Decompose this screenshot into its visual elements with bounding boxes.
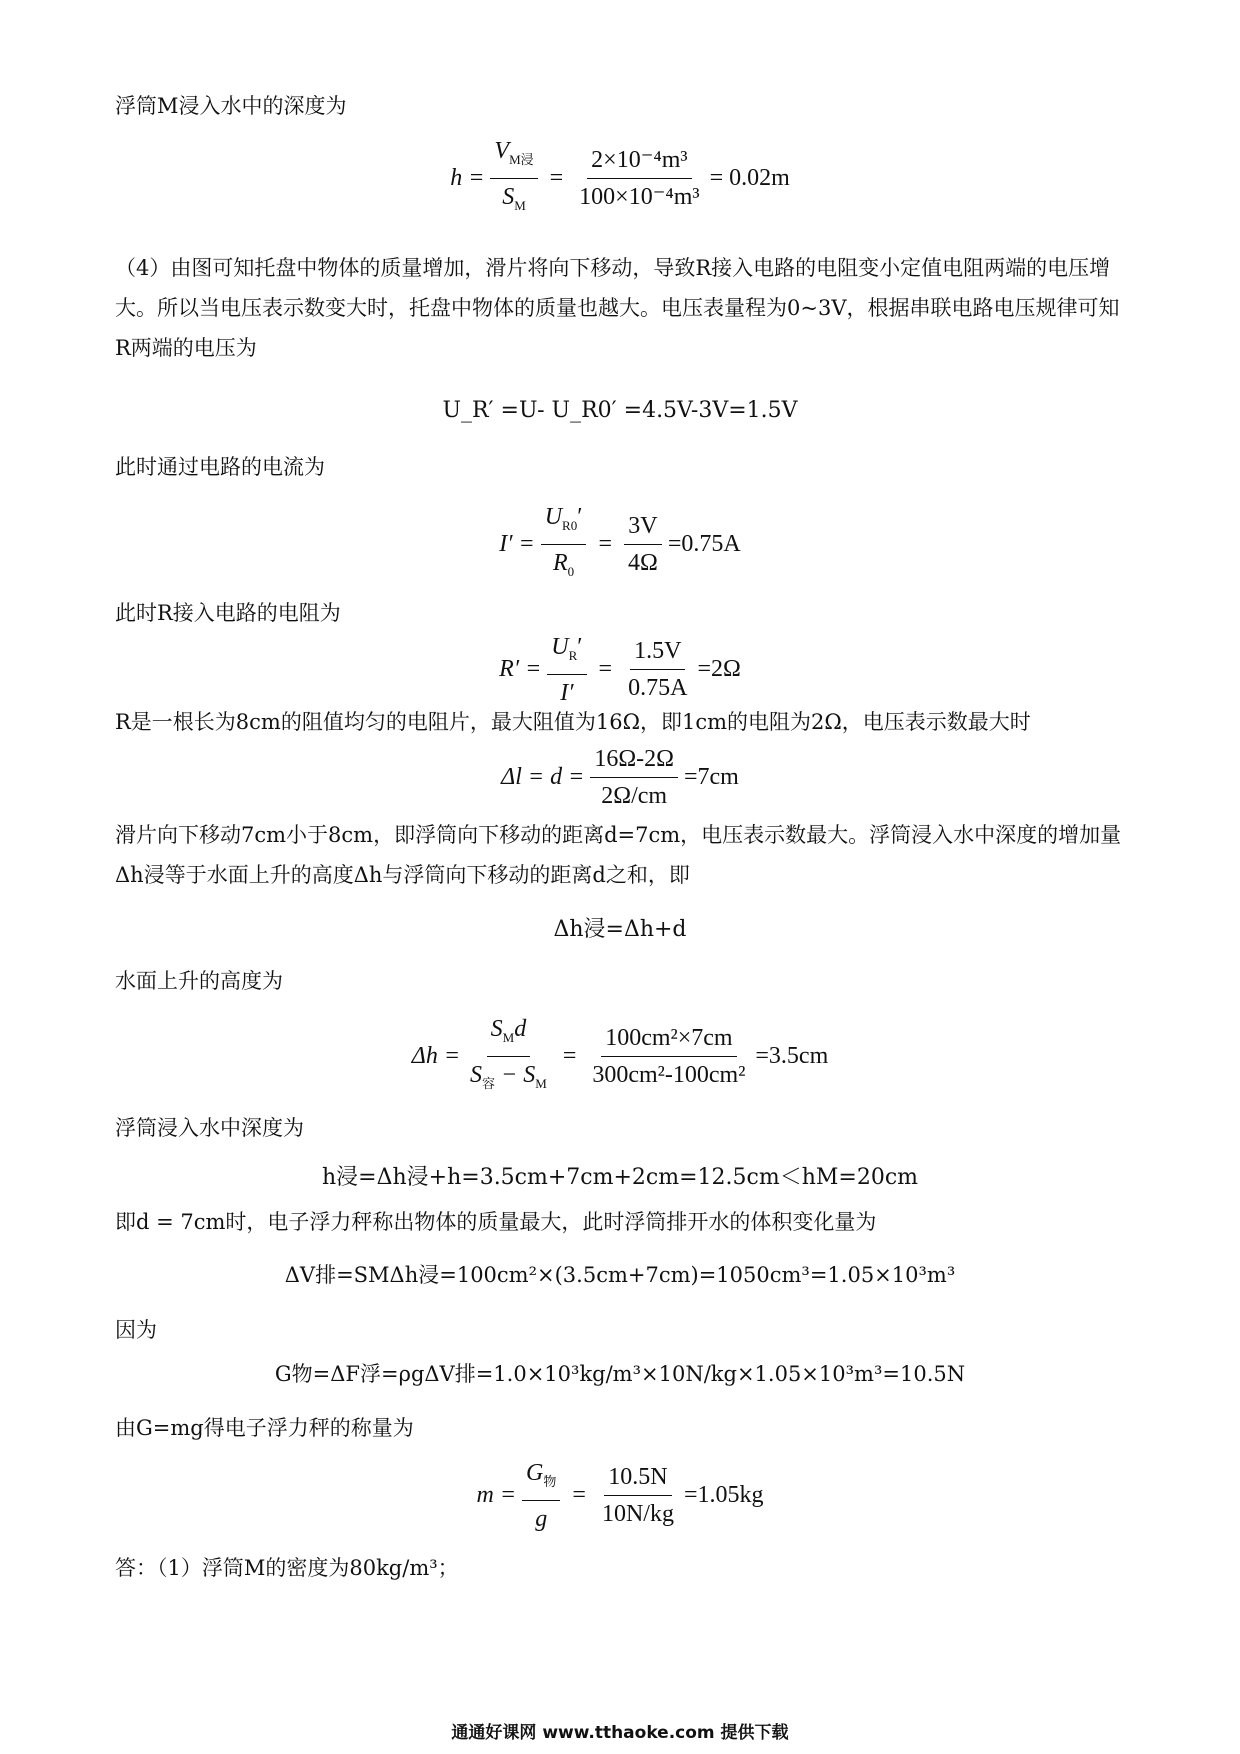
equation-5 bbox=[0, 744, 1240, 811]
paragraph-2: （4）由图可知托盘中物体的质量增加，滑片将向下移动，导致R接入电路的电阻变小定值电阻两端的电压增大。所以当电压表示数变大时，托盘中物体的质量也越大。电压表量程为0~3V，根据串联电路电压规律可知R两端的电压为 bbox=[115, 256, 1120, 360]
eq1-den: S bbox=[502, 183, 515, 210]
eq11-result: =1.05kg bbox=[683, 1482, 764, 1509]
eq11-num-sub: 物 bbox=[543, 1473, 557, 1489]
eq5-den: 2Ω/cm bbox=[601, 783, 668, 809]
eq5-lhs: Δl = d = bbox=[501, 764, 585, 790]
eq11-num: G bbox=[526, 1460, 544, 1486]
eq4-result: =2Ω bbox=[697, 656, 741, 683]
eq7-den: S bbox=[470, 1061, 483, 1088]
eq1-num2: 2×10⁻⁴m³ bbox=[587, 145, 691, 179]
eq3-num2: 3V bbox=[624, 511, 661, 545]
eq7-den2: 300cm²-100cm² bbox=[592, 1061, 746, 1088]
eq11-num2: 10.5N bbox=[604, 1462, 671, 1496]
eq3-lhs: I′ = bbox=[499, 530, 535, 557]
eq4-lhs: R′ = bbox=[499, 656, 542, 683]
equation-3: I′ = $\frac{U_{R0}'}{R_0}$ = $\frac{3V}{4\Omega}$ =0.75A bbox=[499, 504, 741, 579]
eq1-den2: 100×10⁻⁴m³ bbox=[579, 183, 700, 210]
equation-10: G物=ΔF浮=ρgΔV排=1.0×10³kg/m³×10N/kg×1.05×10³m³=10.5N bbox=[274, 1362, 966, 1386]
page-footer: 通通好课网 www.tthaoke.com 提供下载 bbox=[451, 1723, 789, 1743]
equation-4: R′ = $\frac{U_R'}{I'}$ = $\frac{1.5V}{0.75A}$ =2Ω bbox=[499, 634, 741, 706]
paragraph-11: 由G=mg得电子浮力秤的称量为 bbox=[115, 1416, 414, 1440]
eq4-den: I′ bbox=[560, 679, 574, 706]
eq3-den2: 4Ω bbox=[628, 549, 658, 576]
eq4-num2: 1.5V bbox=[630, 636, 685, 670]
equation-7: Δh = $\frac{S_Md}{S_容 - S_M}$ = $\frac{\text{100cm²×7cm}}{\text{300cm²-100cm²}}$ =3.5cm bbox=[411, 1016, 829, 1091]
eq5-num: 16Ω-2Ω bbox=[590, 744, 678, 778]
paragraph-8: 浮筒浸入水中深度为 bbox=[115, 1116, 304, 1140]
eq7-num: S bbox=[490, 1016, 503, 1042]
eq3-den-sub: 0 bbox=[567, 563, 575, 579]
equation-11: m = $\frac{G_物}{g}$ = $\frac{10.5N}{10N/kg}$ =1.05kg bbox=[476, 1460, 764, 1532]
eq3-result: =0.75A bbox=[667, 530, 741, 557]
eq1-num-sub: M浸 bbox=[509, 151, 534, 167]
paragraph-3: 此时通过电路的电流为 bbox=[115, 455, 325, 479]
paragraph-10: 因为 bbox=[115, 1318, 157, 1342]
eq7-num2: 100cm²×7cm bbox=[601, 1023, 736, 1057]
eq7-den-sub: 容 bbox=[482, 1075, 496, 1091]
paragraph-4: 此时R接入电路的电阻为 bbox=[115, 601, 341, 625]
paragraph-9: 即d = 7cm时，电子浮力秤称出物体的质量最大，此时浮筒排开水的体积变化量为 bbox=[115, 1210, 877, 1234]
eq11-den2: 10N/kg bbox=[601, 1501, 674, 1528]
equation-2: U_R′ =U- U_R0′ =4.5V-3V=1.5V bbox=[442, 398, 798, 423]
eq1-result: = 0.02m bbox=[709, 164, 790, 191]
equation-9: ΔV排=SMΔh浸=100cm²×(3.5cm+7cm)=1050cm³=1.05×10³m³ bbox=[284, 1263, 956, 1287]
eq7-num-tail: d bbox=[514, 1016, 527, 1042]
paragraph-6: 滑片向下移动7cm小于8cm，即浮筒向下移动的距离d=7cm，电压表示数最大。浮筒浸入水中深度的增加量Δh浸等于水面上升的高度Δh与浮筒向下移动的距离d之和，即 bbox=[115, 823, 1122, 887]
eq11-lhs: m = bbox=[476, 1482, 517, 1509]
eq3-den: R bbox=[553, 549, 568, 576]
eq1-lhs: h = bbox=[450, 164, 485, 191]
equation-1: h = $\frac{V_{M浸}}{S_M}$ = $\frac{\text{2×10⁻⁴m³}}{\text{100×10⁻⁴m³}}$ = 0.02m bbox=[450, 138, 790, 213]
eq3-num: U bbox=[544, 504, 563, 530]
eq1-num: V bbox=[494, 138, 510, 164]
eq7-result: =3.5cm bbox=[755, 1042, 829, 1069]
eq3-num-sub: R0 bbox=[562, 517, 578, 533]
paragraph-12: 答：（1）浮筒M的密度为80kg/m³； bbox=[115, 1556, 459, 1580]
paragraph-1: 浮筒M浸入水中的深度为 bbox=[115, 94, 347, 118]
equation-6: Δh浸=Δh+d bbox=[553, 917, 687, 942]
eq11-den: g bbox=[535, 1505, 548, 1532]
paragraph-7: 水面上升的高度为 bbox=[115, 969, 283, 993]
eq7-den-mid: − S bbox=[495, 1061, 536, 1088]
equation-8: h浸=Δh浸+h=3.5cm+7cm+2cm=12.5cm＜hM=20cm bbox=[322, 1165, 918, 1190]
eq7-num-sub: M bbox=[502, 1029, 515, 1045]
eq1-den-sub: M bbox=[514, 197, 526, 213]
eq4-den2: 0.75A bbox=[628, 675, 688, 702]
eq7-lhs: Δh = bbox=[411, 1042, 461, 1069]
paragraph-5: R是一根长为8cm的阻值均匀的电阻片，最大阻值为16Ω，即1cm的电阻为2Ω，电压表示数最大时 bbox=[115, 710, 1031, 734]
eq4-num-sub: R bbox=[568, 647, 578, 663]
eq5-result: =7cm bbox=[683, 764, 739, 790]
eq7-den-sub2: M bbox=[535, 1075, 547, 1091]
eq4-num: U bbox=[551, 634, 569, 660]
